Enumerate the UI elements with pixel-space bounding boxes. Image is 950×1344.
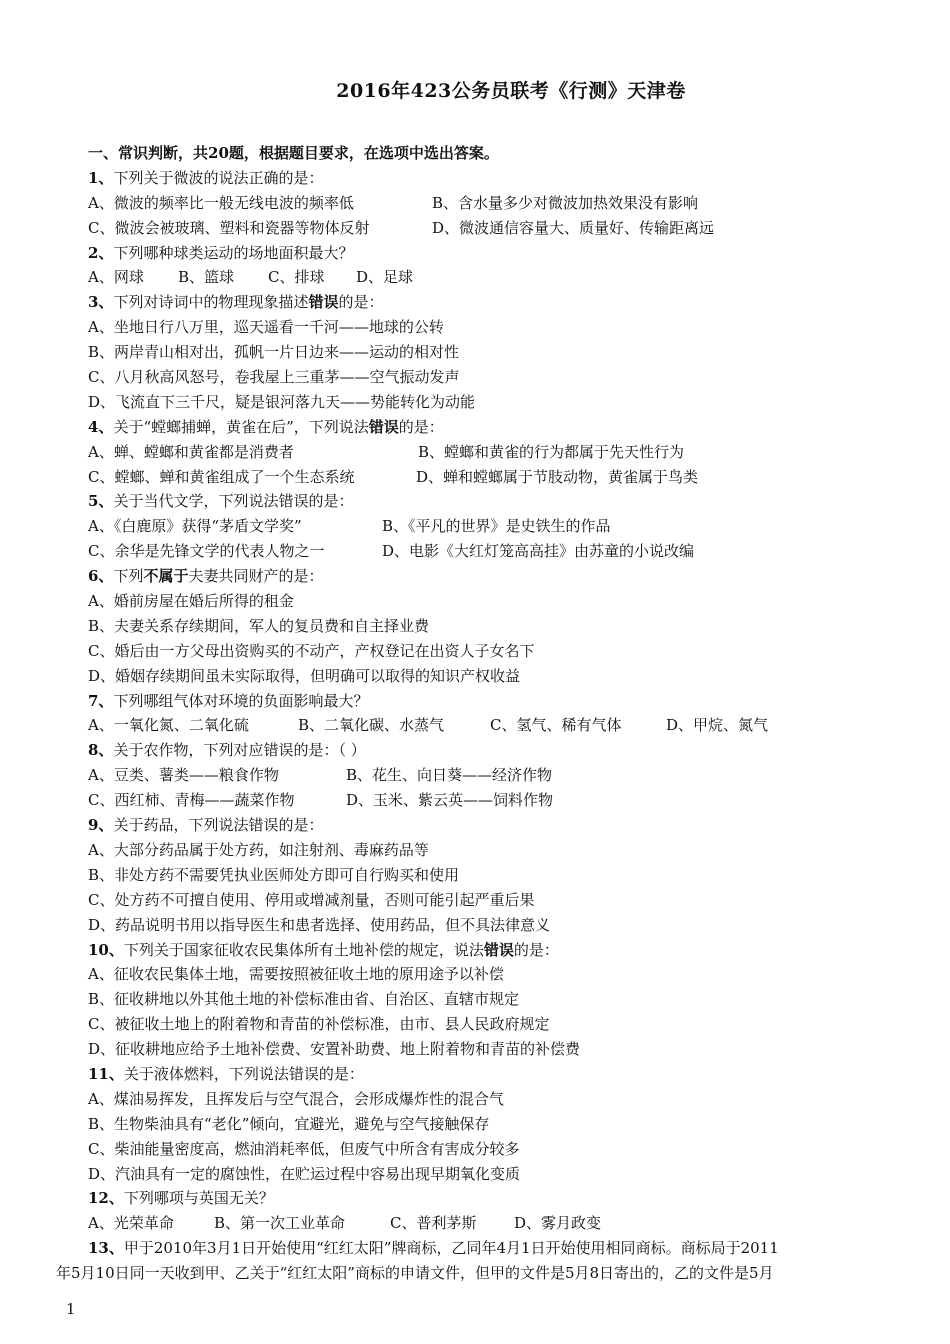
question-2: 2、下列哪种球类运动的场地面积最大？ <box>88 243 354 262</box>
q3-option-c: C、八月秋高风怒号，卷我屋上三重茅——空气振动发声 <box>88 368 460 387</box>
question-1: 1、下列关于微波的说法正确的是： <box>88 168 324 187</box>
question-8: 8、关于农作物，下列对应错误的是：（ ） <box>88 741 366 760</box>
q6-option-c: C、婚后由一方父母出资购买的不动产，产权登记在出资人子女名下 <box>88 641 535 660</box>
q5-options-ab: A、《白鹿原》获得“茅盾文学奖” B、《平凡的世界》是史铁生的作品 <box>88 517 611 536</box>
q2-options: A、网球 B、篮球 C、排球 D、足球 <box>88 268 414 287</box>
q9-option-b: B、非处方药不需要凭执业医师处方即可自行购买和使用 <box>88 865 460 884</box>
q6-option-a: A、婚前房屋在婚后所得的租金 <box>88 592 294 611</box>
page-number: 1 <box>66 1300 76 1318</box>
q11-option-b: B、生物柴油具有“老化”倾向，宜避光，避免与空气接触保存 <box>88 1114 490 1133</box>
question-4: 4、关于“螳螂捕蝉，黄雀在后”，下列说法错误的是： <box>88 417 444 436</box>
q11-option-c: C、柴油能量密度高，燃油消耗率低，但废气中所含有害成分较多 <box>88 1139 520 1158</box>
q3-option-d: D、飞流直下三千尺，疑是银河落九天——势能转化为动能 <box>88 392 476 411</box>
question-13-continued: 年5月10日同一天收到甲、乙关于“红红太阳”商标的申请文件，但甲的文件是5月8日寄出的，乙的文件是5月 <box>56 1264 774 1283</box>
document-title: 2016年423公务员联考《行测》天津卷 <box>336 80 686 102</box>
q4-options-cd: C、螳螂、蝉和黄雀组成了一个生态系统 D、蝉和螳螂属于节肢动物，黄雀属于鸟类 <box>88 467 699 486</box>
q1-options-cd: C、微波会被玻璃、塑料和瓷器等物体反射 D、微波通信容量大、质量好、传输距离远 <box>88 218 715 237</box>
q10-option-c: C、被征收土地上的附着物和青苗的补偿标准，由市、县人民政府规定 <box>88 1015 550 1034</box>
q6-option-d: D、婚姻存续期间虽未实际取得，但明确可以取得的知识产权收益 <box>88 666 521 685</box>
q9-option-c: C、处方药不可擅自使用、停用或增减剂量，否则可能引起严重后果 <box>88 890 535 909</box>
q5-options-cd: C、余华是先锋文学的代表人物之一 D、电影《大红灯笼高高挂》由苏童的小说改编 <box>88 542 695 561</box>
q8-options-ab: A、豆类、薯类——粮食作物 B、花生、向日葵——经济作物 <box>88 766 553 785</box>
q12-options: A、光荣革命 B、第一次工业革命 C、普利茅斯 D、雾月政变 <box>88 1214 602 1233</box>
q11-option-a: A、煤油易挥发，且挥发后与空气混合，会形成爆炸性的混合气 <box>88 1089 504 1108</box>
question-5: 5、关于当代文学，下列说法错误的是： <box>88 492 354 511</box>
question-9: 9、关于药品，下列说法错误的是： <box>88 816 324 835</box>
q3-option-a: A、坐地日行八万里，巡天遥看一千河——地球的公转 <box>88 318 444 337</box>
question-13: 13、甲于2010年3月1日开始使用“红红太阳”牌商标，乙同年4月1日开始使用相同商标。商标局于2011 <box>88 1239 779 1258</box>
question-3: 3、下列对诗词中的物理现象描述错误的是： <box>88 293 384 312</box>
q9-option-a: A、大部分药品属于处方药，如注射剂、毒麻药品等 <box>88 840 429 859</box>
q1-options-ab: A、微波的频率比一般无线电波的频率低 B、含水量多少对微波加热效果没有影响 <box>88 193 699 212</box>
question-11: 11、关于液体燃料，下列说法错误的是： <box>88 1064 364 1083</box>
q6-option-b: B、夫妻关系存续期间，军人的复员费和自主择业费 <box>88 616 430 635</box>
q8-options-cd: C、西红柿、青梅——蔬菜作物 D、玉米、紫云英——饲料作物 <box>88 791 554 810</box>
section-heading: 一、常识判断，共20题，根据题目要求，在选项中选出答案。 <box>88 144 499 162</box>
question-7: 7、下列哪组气体对环境的负面影响最大？ <box>88 691 369 710</box>
question-6: 6、下列不属于夫妻共同财产的是： <box>88 567 324 586</box>
q7-options: A、一氧化氮、二氧化硫 B、二氧化碳、水蒸气 C、氢气、稀有气体 D、甲烷、氮气 <box>88 716 769 735</box>
q9-option-d: D、药品说明书用以指导医生和患者选择、使用药品，但不具法律意义 <box>88 915 551 934</box>
q10-option-b: B、征收耕地以外其他土地的补偿标准由省、自治区、直辖市规定 <box>88 990 520 1009</box>
q4-options-ab: A、蝉、螳螂和黄雀都是消费者 B、螳螂和黄雀的行为都属于先天性行为 <box>88 442 685 461</box>
question-10: 10、下列关于国家征收农民集体所有土地补偿的规定，说法错误的是： <box>88 940 559 959</box>
q11-option-d: D、汽油具有一定的腐蚀性，在贮运过程中容易出现早期氧化变质 <box>88 1164 521 1183</box>
question-list <box>56 141 908 1286</box>
question-12: 12、下列哪项与英国无关？ <box>88 1189 274 1208</box>
q10-option-d: D、征收耕地应给予土地补偿费、安置补助费、地上附着物和青苗的补偿费 <box>88 1040 581 1059</box>
q10-option-a: A、征收农民集体土地，需要按照被征收土地的原用途予以补偿 <box>88 965 504 984</box>
q3-option-b: B、两岸青山相对出，孤帆一片日边来——运动的相对性 <box>88 343 460 362</box>
